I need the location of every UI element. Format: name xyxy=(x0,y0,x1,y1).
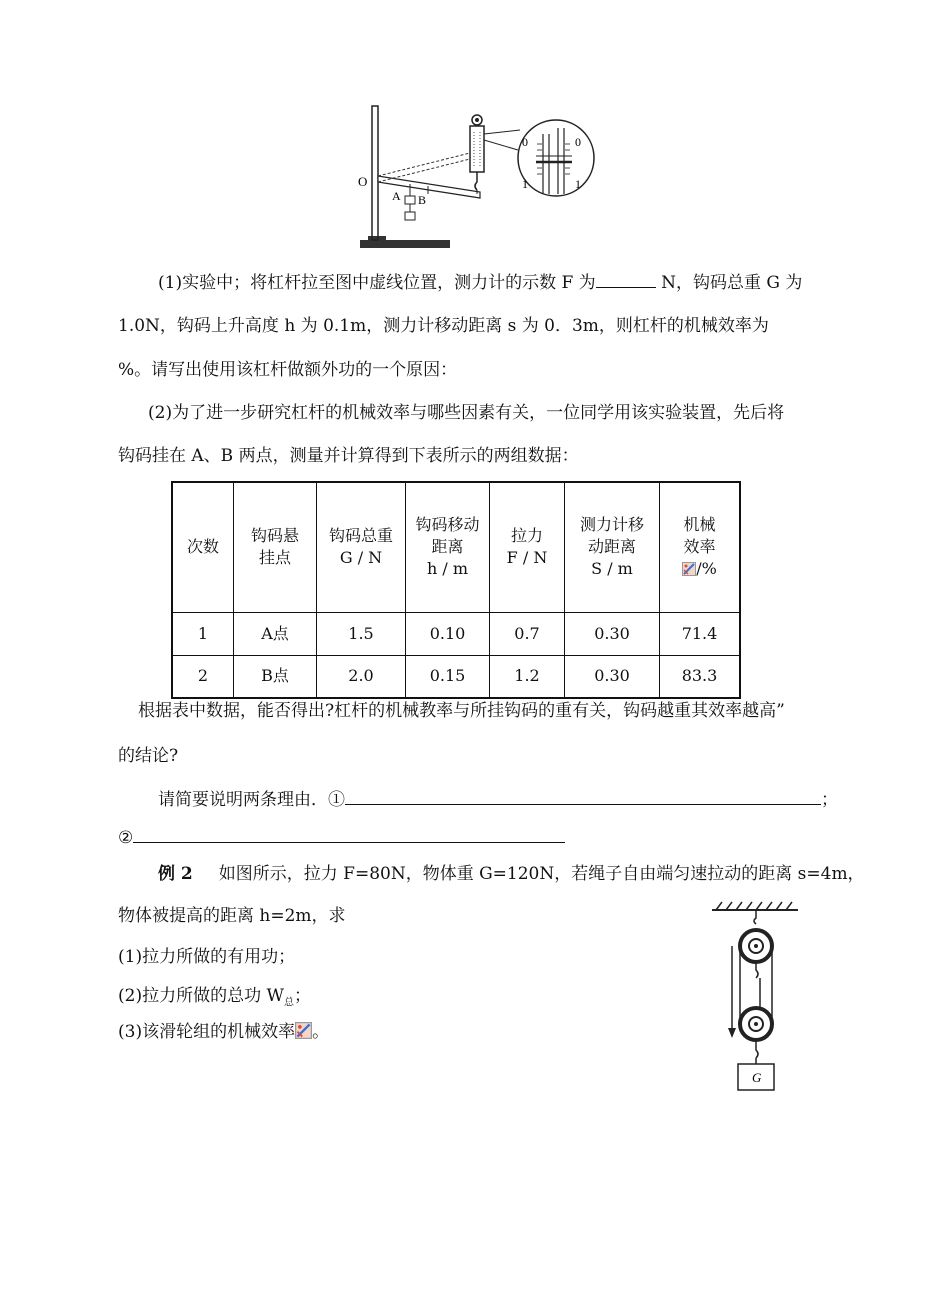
q1-line3: %。请写出使用该杠杆做额外功的一个原因： xyxy=(118,360,458,380)
spring-scale xyxy=(470,126,484,172)
svg-text:1: 1 xyxy=(522,177,528,191)
answer-blank-reason-2[interactable] xyxy=(133,824,565,843)
table-header-row xyxy=(172,482,740,612)
efficiency-data-table xyxy=(171,481,741,699)
conclusion-line2: 的结论? xyxy=(118,746,179,766)
example2-line2: 物体被提高的距离 h=2m，求 xyxy=(118,906,346,926)
label-b: B xyxy=(418,193,427,207)
efficiency-symbol-icon xyxy=(295,1022,312,1039)
q2-line2: 钩码挂在 A、B 两点，测量并计算得到下表所示的两组数据： xyxy=(118,446,579,466)
header-cell: 次数 xyxy=(172,482,234,612)
svg-text:1: 1 xyxy=(575,177,581,191)
scale-magnifier xyxy=(518,120,594,196)
stand-pole xyxy=(372,106,378,240)
label-a: A xyxy=(392,189,401,203)
example2-item3: (3)该滑轮组的机械效率 。 xyxy=(118,1022,330,1042)
conclusion-line1: 根据表中数据，能否得出?杠杆的机械教率与所挂钩码的重有关，钩码越重其效率越高” xyxy=(138,701,785,721)
conclusion-line4: ② xyxy=(118,824,565,850)
pulley-system-figure xyxy=(708,896,808,1096)
svg-text:0: 0 xyxy=(575,135,581,149)
answer-blank-force[interactable] xyxy=(596,269,656,288)
header-cell: 测力计移 动距离 S / m xyxy=(565,482,660,612)
header-cell: 钩码悬 挂点 xyxy=(234,482,317,612)
header-cell: 拉力 F / N xyxy=(490,482,565,612)
header-cell: 机械 效率 /% xyxy=(660,482,741,612)
q2-line1: (2)为了进一步研究杠杆的机械效率与哪些因素有关，一位同学用该实验装置，先后将 xyxy=(148,403,785,423)
example-label: 例 2 xyxy=(158,864,193,884)
q1-line1: (1)实验中；将杠杆拉至图中虚线位置，测力计的示数 F 为 N，钩码总重 G 为 xyxy=(158,269,802,295)
weight-label: G xyxy=(752,1070,762,1085)
example2-item1: (1)拉力所做的有用功； xyxy=(118,947,296,967)
efficiency-symbol-icon xyxy=(682,562,696,576)
q1-line2: 1.0N，钩码上升高度 h 为 0.1m，测力计移动距离 s 为 0．3m，则杠杆的机械效率为 xyxy=(118,316,769,336)
example2-line1: 例 2 如图所示，拉力 F=80N，物体重 G=120N，若绳子自由端匀速拉动的距离 s=4m， xyxy=(158,864,865,884)
example2-item2: (2)拉力所做的总功 $W_总$； xyxy=(118,986,311,1009)
conclusion-line3: 请简要说明两条理由．① ； xyxy=(158,786,838,812)
header-cell: 钩码总重 G / N xyxy=(317,482,406,612)
answer-blank-reason-1[interactable] xyxy=(345,786,821,805)
lever-apparatus-figure xyxy=(350,100,610,260)
table-row: 1 A点 1.5 0.10 0.7 0.30 71.4 xyxy=(172,612,740,655)
table-row: 2 B点 2.0 0.15 1.2 0.30 83.3 xyxy=(172,655,740,698)
header-cell: 钩码移动 距离 h / m xyxy=(406,482,490,612)
svg-text:0: 0 xyxy=(522,135,528,149)
label-o: O xyxy=(358,174,368,189)
